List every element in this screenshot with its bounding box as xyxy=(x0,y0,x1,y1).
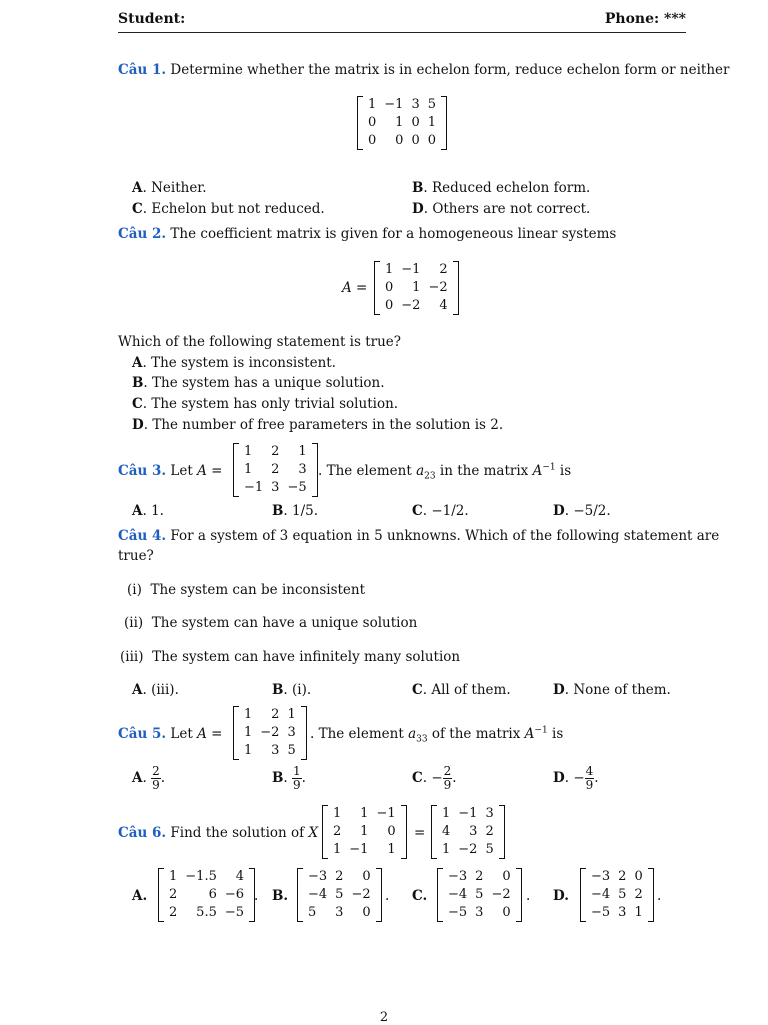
matrix-cell: 5 xyxy=(335,887,344,902)
question-label: Câu 5. xyxy=(118,726,167,742)
matrix-cell: −1 xyxy=(458,806,478,821)
question-prompt: Which of the following statement is true? xyxy=(118,334,401,350)
matrix-cell: 0 xyxy=(362,869,371,884)
left-bracket xyxy=(437,868,443,922)
q5-matrix xyxy=(233,706,307,760)
matrix-row xyxy=(438,823,498,841)
matrix-cell: 0 xyxy=(634,869,643,884)
matrix-row xyxy=(240,443,311,461)
matrix-row xyxy=(381,279,452,297)
matrix-cell: 1 xyxy=(427,115,437,130)
matrix-cell: 2 xyxy=(169,887,178,902)
option-a[interactable]: A. $\frac{2}{9}$ . xyxy=(132,764,166,792)
matrix-cell: 0 xyxy=(385,298,394,313)
matrix-cell: 0 xyxy=(368,133,377,148)
matrix-cell: 1 xyxy=(412,280,421,295)
left-bracket xyxy=(431,805,437,859)
matrix-cell: 4 xyxy=(439,298,448,313)
matrix-cell: 2 xyxy=(271,444,280,459)
matrix-cell: −2 xyxy=(428,280,448,295)
matrix-cell: 0 xyxy=(502,869,511,884)
left-bracket xyxy=(580,868,586,922)
matrix-cell: 5 xyxy=(427,97,437,112)
option-c[interactable]: C. − $\frac{2}{9}$ . xyxy=(412,764,457,792)
matrix-cell: 3 xyxy=(475,905,484,920)
matrix-cell: 0 xyxy=(427,133,437,148)
option-b[interactable]: B. Reduced echelon form. xyxy=(412,180,591,196)
matrix-cell: 1 xyxy=(442,806,451,821)
matrix-cell: 2 xyxy=(169,905,178,920)
matrix-cell: 6 xyxy=(208,887,217,902)
option-punct: . xyxy=(385,888,390,904)
option-c[interactable]: C. Echelon but not reduced. xyxy=(132,201,325,217)
matrix-row xyxy=(587,886,647,904)
left-bracket xyxy=(297,868,303,922)
question-1 xyxy=(118,62,729,78)
matrix-cell: 1 xyxy=(333,842,342,857)
matrix-cell: −2 xyxy=(351,887,371,902)
right-bracket xyxy=(376,868,382,922)
q6-left-matrix xyxy=(322,805,407,859)
matrix-cell: 0 xyxy=(411,115,420,130)
matrix-row xyxy=(240,742,300,760)
option-punct: . xyxy=(526,888,531,904)
matrix-row xyxy=(444,868,515,886)
matrix-row xyxy=(364,114,440,132)
matrix-cell: 3 xyxy=(287,725,296,740)
matrix-cell: 3 xyxy=(271,743,280,758)
matrix-cell: 5 xyxy=(475,887,484,902)
question-label: Câu 2. xyxy=(118,226,167,242)
matrix-name: A = xyxy=(342,280,368,296)
question-5-tail: . The element $a_{33}$ of the matrix $A^{-1}$ is xyxy=(310,725,564,745)
left-bracket xyxy=(233,706,239,760)
matrix-cell: −1.5 xyxy=(185,869,217,884)
matrix-cell: 3 xyxy=(298,462,307,477)
statement-item: (i) The system can be inconsistent xyxy=(127,582,366,598)
option-b[interactable]: B. 1/5. xyxy=(272,503,319,519)
matrix-cell: 3 xyxy=(485,806,494,821)
question-label: Câu 4. xyxy=(118,528,167,544)
matrix-cell: 0 xyxy=(411,133,420,148)
matrix-cell: −1 xyxy=(349,842,369,857)
option-b-label[interactable]: B. xyxy=(272,888,289,904)
option-a[interactable]: A. The system is inconsistent. xyxy=(132,355,336,371)
option-a[interactable]: A. (iii). xyxy=(132,682,179,698)
matrix-cell: −2 xyxy=(491,887,511,902)
student-label: Student: xyxy=(118,11,186,27)
matrix-row xyxy=(304,904,375,922)
question-label: Câu 6. xyxy=(118,825,167,841)
question-6-lead: Câu 6. Find the solution of X xyxy=(118,825,319,841)
left-bracket xyxy=(357,96,363,150)
matrix-cell: 1 xyxy=(244,743,253,758)
option-b[interactable]: B. (i). xyxy=(272,682,312,698)
matrix-cell: 1 xyxy=(298,444,307,459)
matrix-cell: 0 xyxy=(387,824,396,839)
right-bracket xyxy=(648,868,654,922)
matrix-cell: −5 xyxy=(224,905,245,920)
matrix-row xyxy=(364,96,440,114)
matrix-cell: 2 xyxy=(335,869,344,884)
matrix-cell: 0 xyxy=(385,280,394,295)
question-label: Câu 1. xyxy=(118,62,167,78)
option-d[interactable]: D. − $\frac{4}{9}$ . xyxy=(553,764,599,792)
matrix-cell: 2 xyxy=(439,262,448,277)
matrix-cell: 2 xyxy=(271,462,280,477)
matrix-row xyxy=(304,868,375,886)
matrix-cell: 4 xyxy=(235,869,245,884)
matrix-cell: −3 xyxy=(308,869,328,884)
matrix-cell: 2 xyxy=(475,869,484,884)
matrix-cell: 1 xyxy=(244,444,253,459)
matrix-cell: 0 xyxy=(502,905,511,920)
right-bracket xyxy=(312,443,318,497)
right-bracket xyxy=(401,805,407,859)
matrix-cell: −2 xyxy=(401,298,421,313)
option-d[interactable]: D. Others are not correct. xyxy=(412,201,591,217)
q2-matrix xyxy=(374,261,459,315)
matrix-row xyxy=(165,904,248,922)
matrix-row xyxy=(587,868,647,886)
matrix-row xyxy=(240,479,311,497)
left-bracket xyxy=(374,261,380,315)
matrix-cell: 3 xyxy=(335,905,344,920)
matrix-cell: 1 xyxy=(244,462,253,477)
matrix-cell: 1 xyxy=(385,262,394,277)
question-label: Câu 3. xyxy=(118,463,167,479)
option-b[interactable]: B. The system has a unique solution. xyxy=(132,375,385,391)
option-b[interactable]: B. $\frac{1}{9}$ . xyxy=(272,764,306,792)
matrix-cell: −1 xyxy=(384,97,404,112)
matrix-row xyxy=(240,461,311,479)
header-divider xyxy=(118,32,686,33)
matrix-cell: 2 xyxy=(618,869,627,884)
right-bracket xyxy=(453,261,459,315)
matrix-cell: −5 xyxy=(448,905,468,920)
question-4-line2: true? xyxy=(118,548,154,564)
matrix-row xyxy=(438,805,498,823)
phone-label: Phone: *** xyxy=(604,11,686,27)
option-c-label[interactable]: C. xyxy=(412,888,428,904)
matrix-cell: 1 xyxy=(360,806,369,821)
matrix-cell: 1 xyxy=(395,115,404,130)
option-punct: . xyxy=(254,888,259,904)
question-text: Determine whether the matrix is in echelon form, reduce echelon form or neither xyxy=(170,62,730,78)
matrix-cell: 1 xyxy=(244,725,253,740)
matrix-cell: 3 xyxy=(469,824,478,839)
matrix-cell: 2 xyxy=(485,824,494,839)
matrix-cell: 2 xyxy=(634,887,643,902)
matrix-row xyxy=(240,706,300,724)
matrix-cell: 0 xyxy=(368,115,377,130)
matrix-row xyxy=(165,868,248,886)
matrix-row xyxy=(240,724,300,742)
option-b-matrix[interactable] xyxy=(297,868,382,922)
question-3-lead: Câu 3. Let A = xyxy=(118,463,223,479)
matrix-cell: 1 xyxy=(368,97,377,112)
matrix-cell: 1 xyxy=(634,905,643,920)
matrix-cell: 3 xyxy=(618,905,627,920)
matrix-cell: −5 xyxy=(287,480,307,495)
right-bracket xyxy=(499,805,505,859)
matrix-cell: 1 xyxy=(387,842,396,857)
matrix-cell: 1 xyxy=(169,869,178,884)
matrix-cell: −6 xyxy=(224,887,245,902)
statement-item: (iii) The system can have infinitely many solution xyxy=(120,649,461,665)
matrix-row xyxy=(381,297,452,315)
option-d-label[interactable]: D. xyxy=(553,888,569,904)
left-bracket xyxy=(322,805,328,859)
matrix-cell: −3 xyxy=(591,869,611,884)
option-a[interactable]: A. Neither. xyxy=(132,180,207,196)
matrix-cell: −2 xyxy=(260,725,280,740)
option-punct: . xyxy=(657,888,662,904)
matrix-row xyxy=(587,904,647,922)
right-bracket xyxy=(301,706,307,760)
option-a[interactable]: A. 1. xyxy=(132,503,164,519)
option-d[interactable]: D. The number of free parameters in the solution is 2. xyxy=(132,417,504,433)
matrix-cell: −4 xyxy=(448,887,468,902)
matrix-row xyxy=(329,841,400,859)
matrix-cell: 5.5 xyxy=(196,905,217,920)
matrix-cell: 0 xyxy=(395,133,404,148)
question-text: The coefficient matrix is given for a homogeneous linear systems xyxy=(170,226,617,242)
matrix-cell: 2 xyxy=(271,707,280,722)
matrix-cell: −2 xyxy=(458,842,478,857)
page-number: 2 xyxy=(379,1010,389,1025)
question-3-tail: . The element $a_{23}$ in the matrix $A^{-1}$ is xyxy=(318,462,572,482)
matrix-row xyxy=(165,886,248,904)
q3-matrix xyxy=(233,443,318,497)
option-c[interactable]: C. All of them. xyxy=(412,682,511,698)
option-d[interactable]: D. None of them. xyxy=(553,682,671,698)
matrix-cell: 0 xyxy=(362,905,371,920)
option-c-matrix[interactable] xyxy=(437,868,522,922)
matrix-cell: −3 xyxy=(448,869,468,884)
matrix-row xyxy=(438,841,498,859)
matrix-cell: 1 xyxy=(333,806,342,821)
matrix-cell: 3 xyxy=(271,480,280,495)
matrix-cell: −1 xyxy=(376,806,396,821)
matrix-row xyxy=(444,886,515,904)
matrix-cell: 5 xyxy=(287,743,296,758)
question-2 xyxy=(118,226,616,242)
matrix-cell: 1 xyxy=(287,707,296,722)
left-bracket xyxy=(158,868,164,922)
matrix-cell: 1 xyxy=(360,824,369,839)
question-5-lead: Câu 5. Let A = xyxy=(118,726,223,742)
option-a-label[interactable]: A. xyxy=(132,888,148,904)
q1-matrix xyxy=(357,96,447,150)
statement-item: (ii) The system can have a unique solution xyxy=(124,615,418,631)
matrix-cell: −4 xyxy=(308,887,328,902)
matrix-row xyxy=(304,886,375,904)
question-4: Câu 4. For a system of 3 equation in 5 unknowns. Which of the following statement are xyxy=(118,528,720,544)
matrix-cell: 2 xyxy=(333,824,342,839)
matrix-row xyxy=(444,904,515,922)
option-c[interactable]: C. −1/2. xyxy=(412,503,469,519)
matrix-cell: −5 xyxy=(591,905,611,920)
right-bracket xyxy=(516,868,522,922)
option-c[interactable]: C. The system has only trivial solution. xyxy=(132,396,399,412)
equals-sign: = xyxy=(414,825,426,841)
matrix-cell: −4 xyxy=(591,887,611,902)
matrix-cell: 5 xyxy=(308,905,317,920)
matrix-row xyxy=(329,823,400,841)
matrix-row xyxy=(381,261,452,279)
option-d-matrix[interactable] xyxy=(580,868,654,922)
left-bracket xyxy=(233,443,239,497)
matrix-cell: 5 xyxy=(485,842,494,857)
matrix-cell: 3 xyxy=(411,97,420,112)
matrix-cell: 1 xyxy=(442,842,451,857)
option-d[interactable]: D. −5/2. xyxy=(553,503,611,519)
matrix-cell: −1 xyxy=(244,480,264,495)
matrix-row xyxy=(364,132,440,150)
matrix-cell: −1 xyxy=(401,262,421,277)
matrix-cell: 4 xyxy=(442,824,451,839)
matrix-cell: 1 xyxy=(244,707,253,722)
option-a-matrix[interactable] xyxy=(158,868,255,922)
right-bracket xyxy=(441,96,447,150)
q6-right-matrix xyxy=(431,805,505,859)
matrix-row xyxy=(329,805,400,823)
matrix-cell: 5 xyxy=(618,887,627,902)
